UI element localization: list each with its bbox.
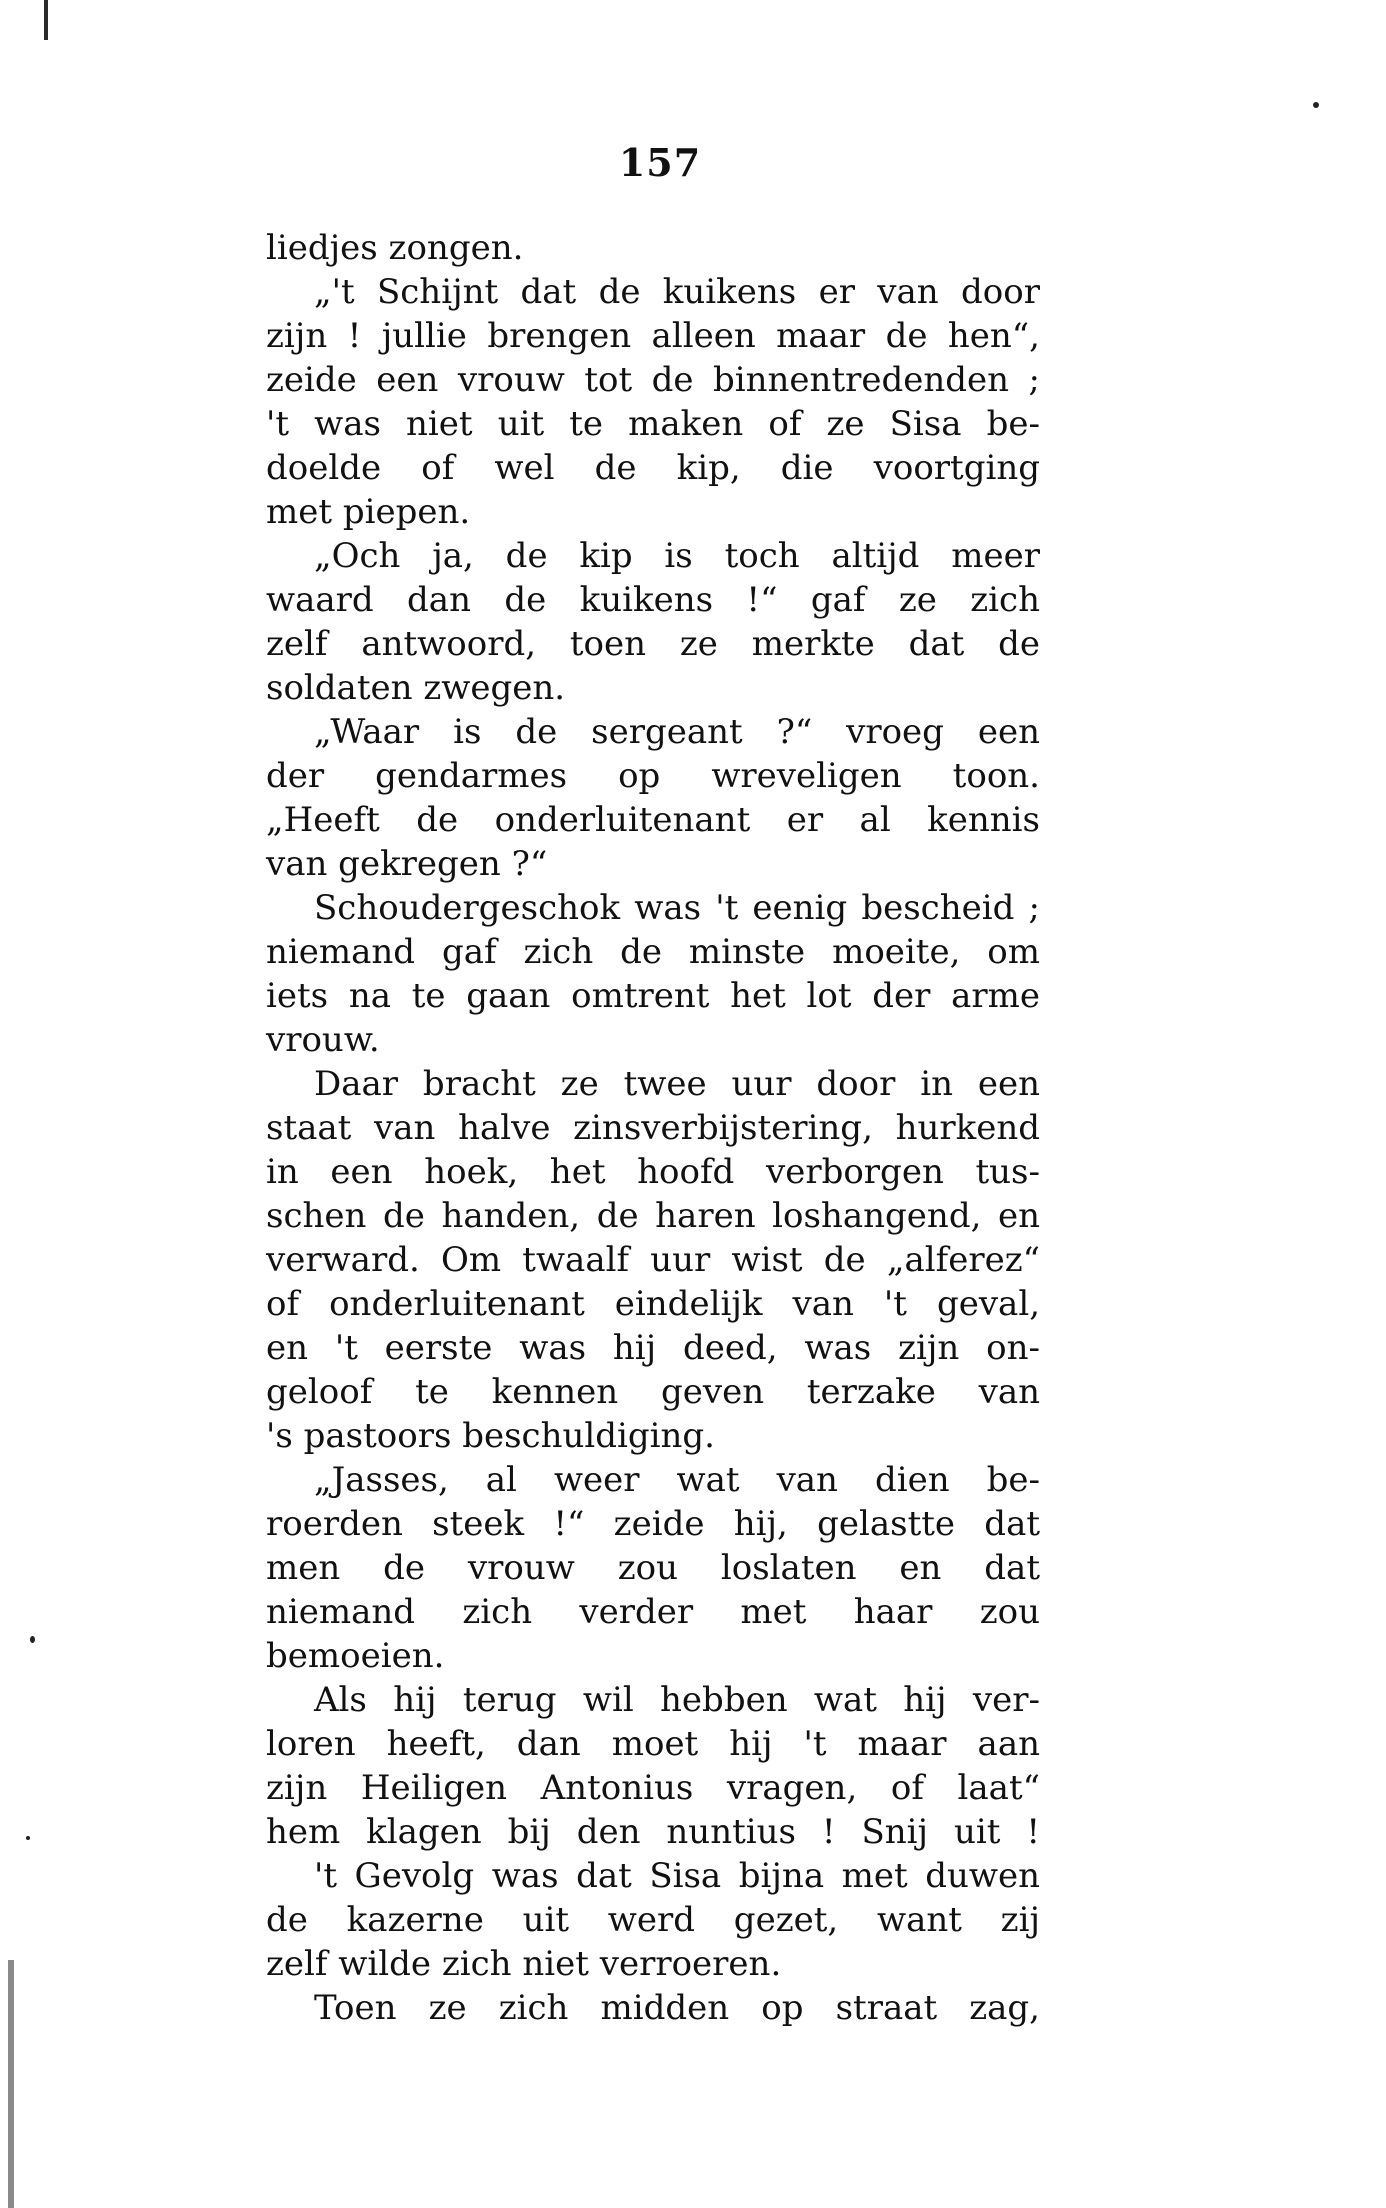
text-line: waard dan de kuikens !“ gaf ze zich [266, 580, 1040, 620]
text-line: en 't eerste was hij deed, was zijn on- [266, 1328, 1040, 1368]
text-line: liedjes zongen. [266, 228, 524, 268]
text-line: in een hoek, het hoofd verborgen tus- [266, 1152, 1040, 1192]
text-line: bemoeien. [266, 1636, 445, 1676]
text-line: met piepen. [266, 492, 471, 532]
text-line: „Waar is de sergeant ?“ vroeg een [314, 712, 1040, 752]
text-line: soldaten zwegen. [266, 668, 566, 708]
text-line: men de vrouw zou loslaten en dat [266, 1548, 1040, 1588]
text-line: zelf wilde zich niet verroeren. [266, 1944, 782, 1984]
text-line: niemand zich verder met haar zou [266, 1592, 1040, 1632]
text-line: Toen ze zich midden op straat zag, [314, 1988, 1040, 2028]
scan-speck [26, 1836, 30, 1840]
text-line: verward. Om twaalf uur wist de „alferez“ [266, 1240, 1040, 1280]
scan-speck [1313, 102, 1319, 108]
text-line: loren heeft, dan moet hij 't maar aan [266, 1724, 1040, 1764]
text-line: hem klagen bij den nuntius ! Snij uit ! [266, 1812, 1040, 1852]
body-text [266, 226, 1040, 2030]
text-line: Daar bracht ze twee uur door in een [314, 1064, 1040, 1104]
text-line: „Jasses, al weer wat van dien be- [314, 1460, 1040, 1500]
text-line: „Och ja, de kip is toch altijd meer [314, 536, 1040, 576]
text-line: der gendarmes op wreveligen toon. [266, 756, 1040, 796]
text-line: staat van halve zinsverbijstering, hurkend [266, 1108, 1040, 1148]
text-line: roerden steek !“ zeide hij, gelastte dat [266, 1504, 1040, 1544]
scan-edge-mark [44, 0, 48, 40]
text-line: schen de handen, de haren loshangend, en [266, 1196, 1040, 1236]
text-line: doelde of wel de kip, die voortging [266, 448, 1040, 488]
text-line: geloof te kennen geven terzake van [266, 1372, 1040, 1412]
text-line: iets na te gaan omtrent het lot der arme [266, 976, 1040, 1016]
text-line: 's pastoors beschuldiging. [266, 1416, 715, 1456]
page-number: 157 [618, 140, 702, 185]
scan-edge-mark [8, 1960, 14, 2208]
text-line: zijn ! jullie brengen alleen maar de hen“, [266, 316, 1040, 356]
text-line: „Heeft de onderluitenant er al kennis [266, 800, 1040, 840]
text-line: niemand gaf zich de minste moeite, om [266, 932, 1040, 972]
text-line: Schoudergeschok was 't eenig bescheid ; [314, 888, 1040, 928]
text-line: Als hij terug wil hebben wat hij ver- [314, 1680, 1040, 1720]
text-line: 't was niet uit te maken of ze Sisa be- [266, 404, 1040, 444]
text-line: of onderluitenant eindelijk van 't geval, [266, 1284, 1040, 1324]
text-line: „'t Schijnt dat de kuikens er van door [314, 272, 1040, 312]
text-line: de kazerne uit werd gezet, want zij [266, 1900, 1040, 1940]
text-line: vrouw. [266, 1020, 380, 1060]
text-line: zeide een vrouw tot de binnentredenden ; [266, 360, 1040, 400]
text-line: zijn Heiligen Antonius vragen, of laat“ [266, 1768, 1040, 1808]
text-line: van gekregen ?“ [266, 844, 548, 884]
scan-speck [30, 1636, 35, 1643]
text-line: zelf antwoord, toen ze merkte dat de [266, 624, 1040, 664]
text-line: 't Gevolg was dat Sisa bijna met duwen [314, 1856, 1040, 1896]
